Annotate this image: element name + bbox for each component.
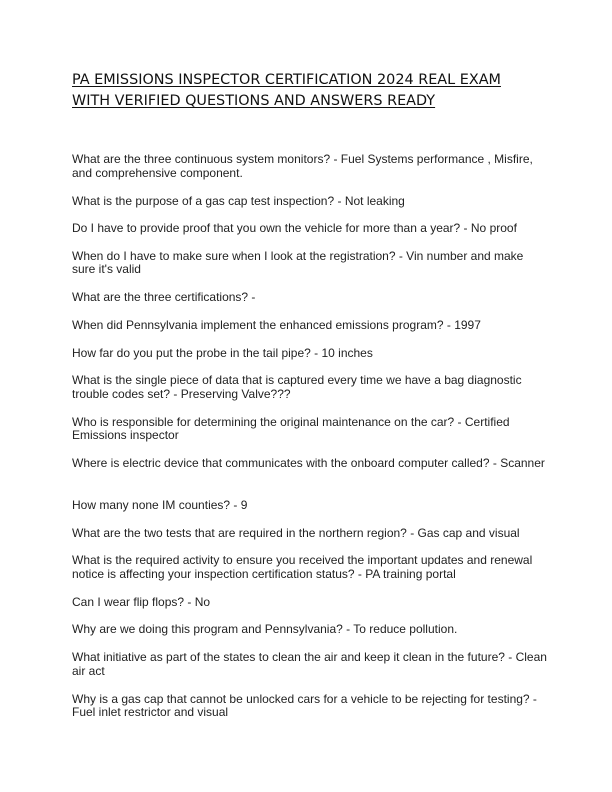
qa-item: What are the three continuous system monitors? - Fuel Systems performance , Misfire, and comprehensive component. — [72, 152, 533, 180]
qa-item: When did Pennsylvania implement the enhanced emissions program? - 1997 — [72, 317, 481, 332]
qa-item: Why is a gas cap that cannot be unlocked cars for a vehicle to be rejecting for testing? - Fuel inlet restrictor and visual — [72, 691, 537, 720]
qa-item: What is the purpose of a gas cap test inspection? - Not leaking — [72, 193, 405, 208]
qa-item: Why are we doing this program and Pennsylvania? - To reduce pollution. — [72, 622, 458, 637]
qa-item: What initiative as part of the states to clean the air and keep it clean in the future? - Clean air act — [72, 649, 547, 678]
qa-item: Do I have to provide proof that you own the vehicle for more than a year? - No proof — [72, 221, 517, 236]
qa-item: What is the single piece of data that is captured every time we have a bag diagnostic trouble codes set? - Preserving Valve??? — [72, 373, 522, 401]
qa-item: Who is responsible for determining the original maintenance on the car? - Certified Emissions inspector — [72, 414, 510, 443]
qa-item: What are the three certifications? - — [72, 290, 256, 305]
qa-item: When do I have to make sure when I look at the registration? - Vin number and make sure it's valid — [72, 248, 524, 277]
qa-item: How far do you put the probe in the tail pipe? - 10 inches — [72, 345, 373, 360]
qa-item: What are the two tests that are required in the northern region? - Gas cap and visual — [72, 525, 520, 540]
qa-item: Can I wear flip flops? - No — [72, 594, 211, 609]
qa-item: What is the required activity to ensure you received the important updates and renewal notice is affecting your inspection certification status? - PA training portal — [72, 553, 533, 581]
qa-item: Where is electric device that communicates with the onboard computer called? - Scanner — [72, 456, 545, 471]
document-title: PA EMISSIONS INSPECTOR CERTIFICATION 2024 REAL EXAM WITH VERIFIED QUESTIONS AND ANSWERS READY — [72, 72, 501, 109]
qa-list — [72, 153, 547, 734]
qa-item: How many none IM counties? - 9 — [72, 497, 248, 512]
